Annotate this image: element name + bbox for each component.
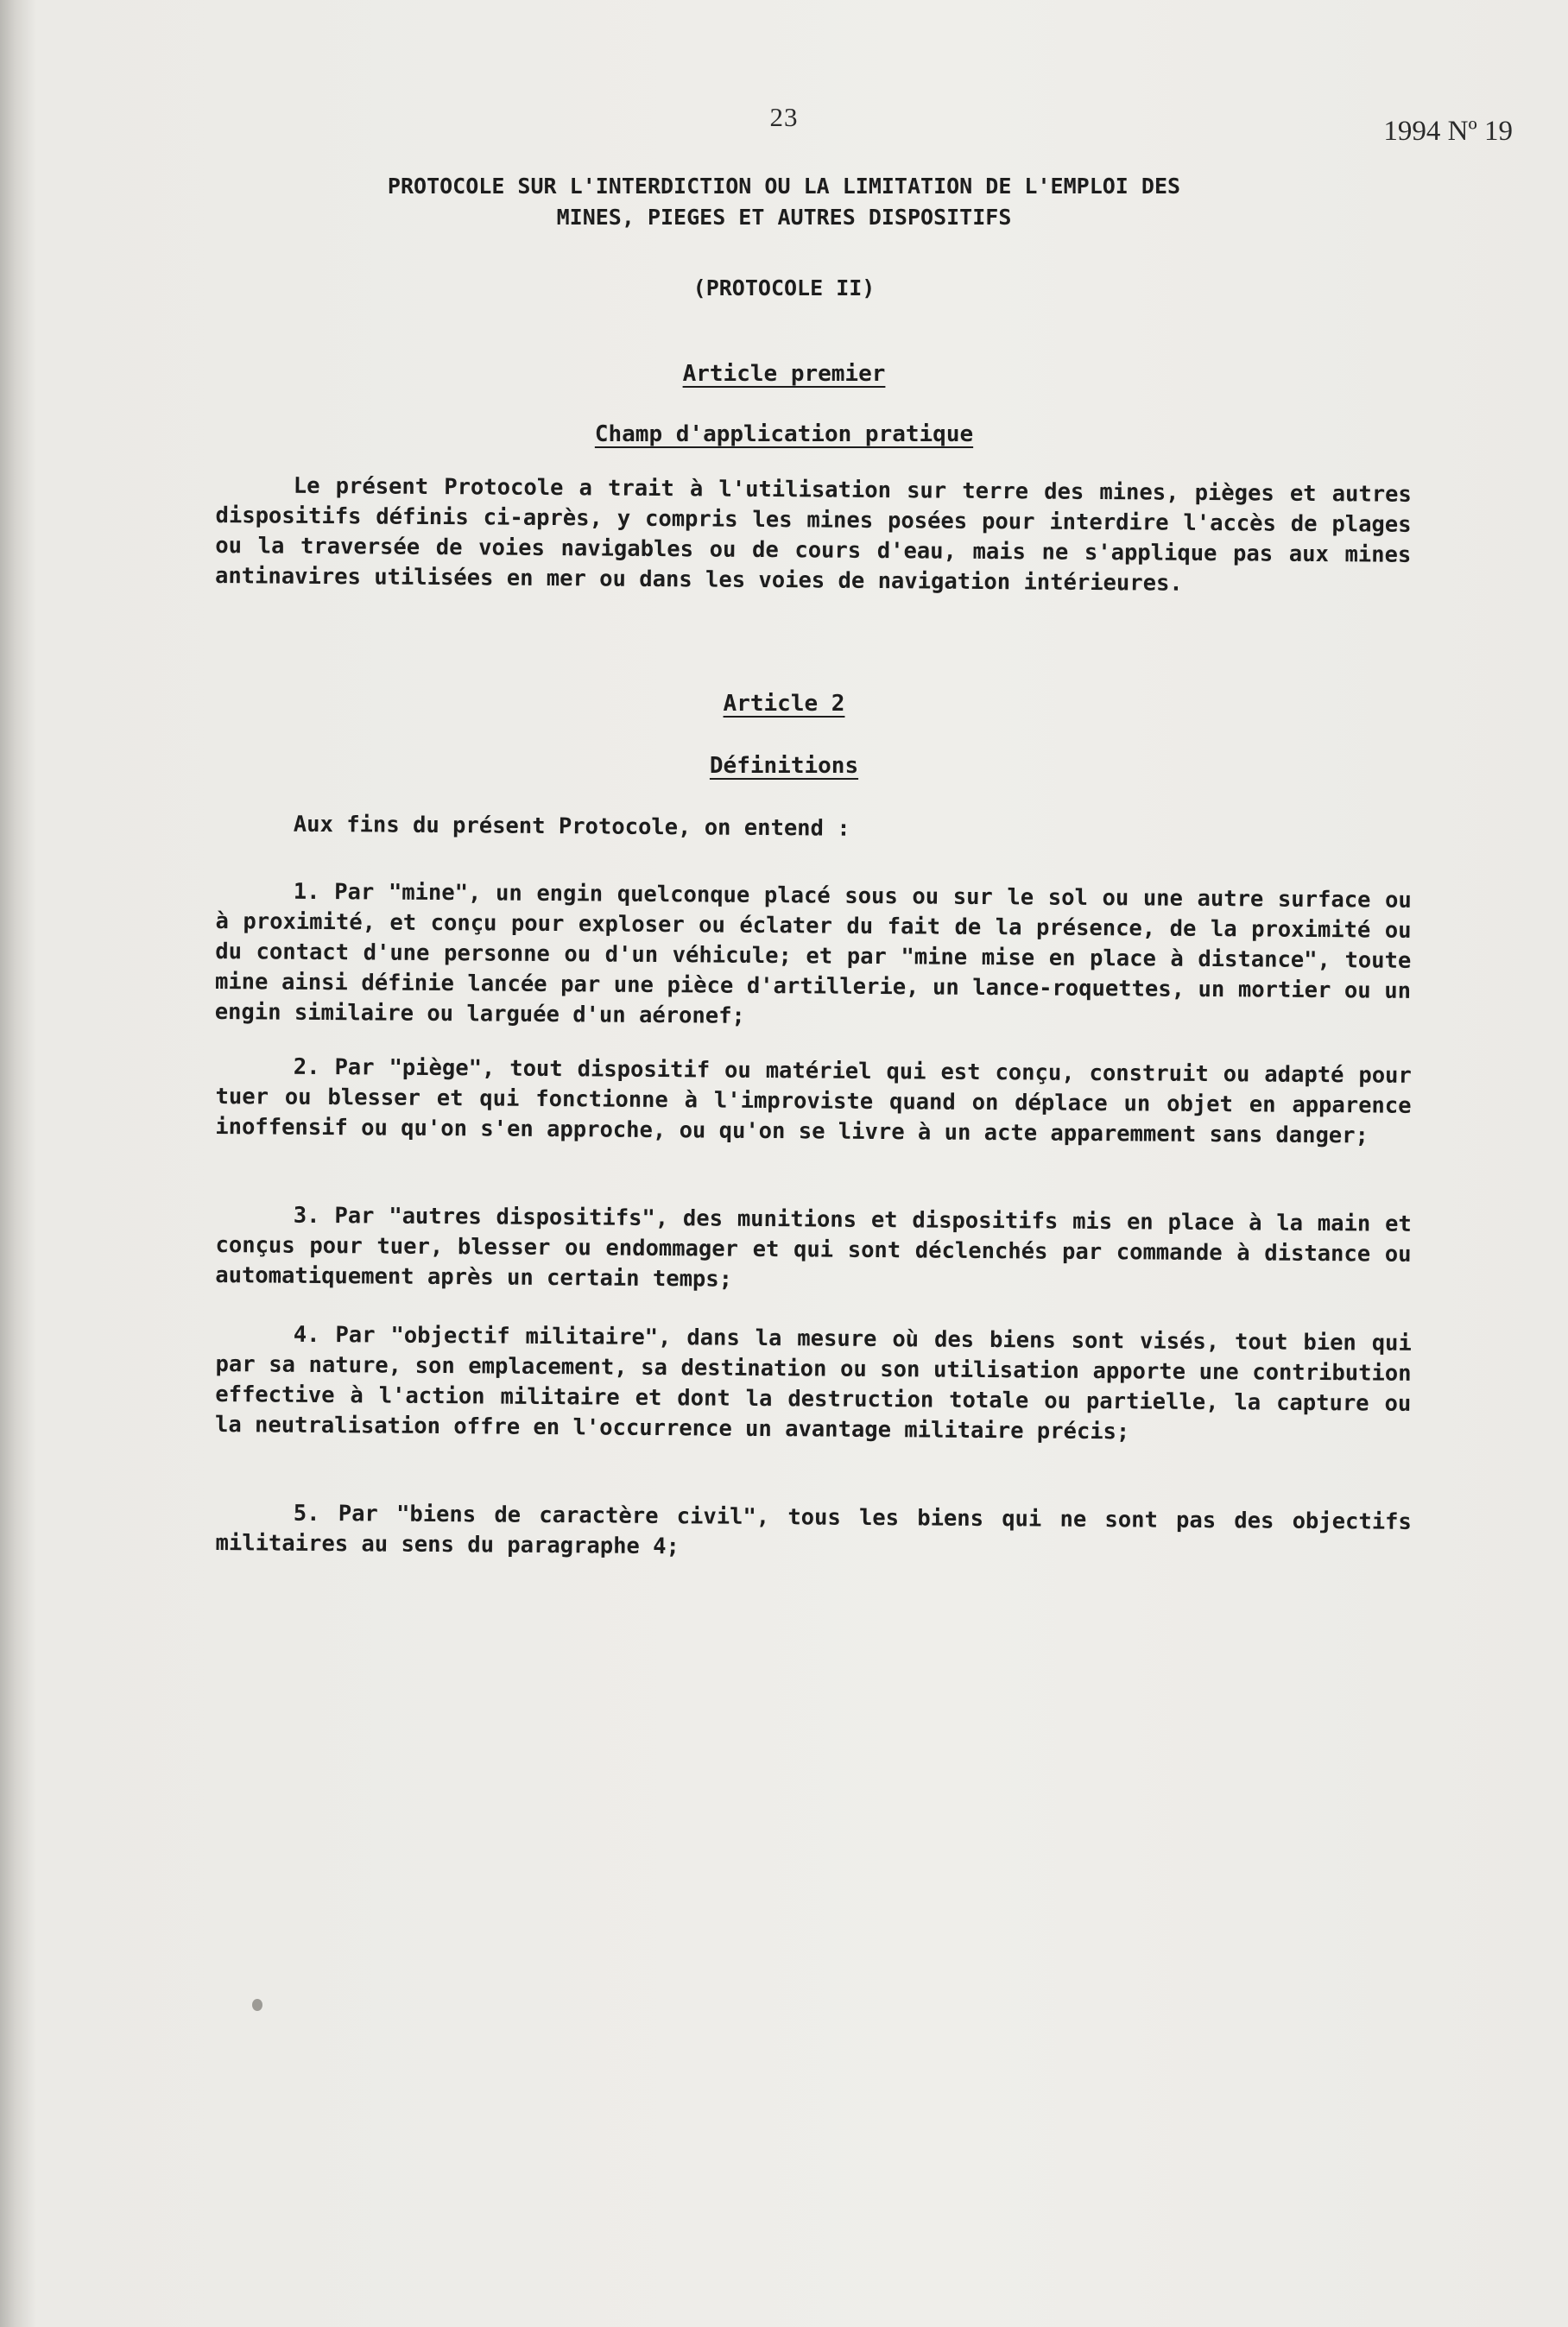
article-1-subheading-text: Champ d'application pratique <box>594 421 974 447</box>
paper-speck <box>252 1999 262 2011</box>
article-1-subheading <box>0 421 1568 447</box>
protocol-subtitle <box>0 273 1568 304</box>
article-2-intro <box>216 809 1412 849</box>
article-1-heading <box>0 361 1568 387</box>
article-2-intro-text: Aux fins du présent Protocole, on entend : <box>293 811 850 842</box>
title-line-3: (PROTOCOLE II) <box>692 275 876 300</box>
definition-4-text: 4. Par "objectif militaire", dans la mesure où des biens sont visés, tout bien qui par sa nature, son emplacement, sa destination ou son utilisation apporte une contribution effective à l'action militaire et dont la destruction totale ou partielle, la capture ou la neutralisation offre en l'occurrence un avantage militaire précis; <box>214 1321 1412 1445</box>
paragraph-indent <box>216 831 294 832</box>
paragraph-indent <box>216 1073 294 1074</box>
page-number: 23 <box>769 102 799 132</box>
definition-paragraph-1 <box>215 876 1412 1037</box>
title-line-1: PROTOCOLE SUR L'INTERDICTION OU LA LIMITATION DE L'EMPLOI DES <box>387 174 1181 199</box>
article-2-subheading <box>0 753 1568 779</box>
definition-paragraph-3 <box>215 1200 1412 1300</box>
definition-2-text: 2. Par "piège", tout dispositif ou matériel qui est conçu, construit ou adapté pour tuer ou blesser et qui fonctionne à l'improviste quand on déplace un objet en apparence inoffensif ou qu'on s'en approche, ou qu'on se livre à un acte apparemment sans danger; <box>215 1053 1412 1149</box>
paragraph-indent <box>216 1222 294 1223</box>
article-1-paragraph <box>215 471 1412 601</box>
article-1-text: Le présent Protocole a trait à l'utilisation sur terre des mines, pièges et autres dispositifs définis ci-après, y compris les mines posées pour interdire l'accès de plages ou la traversée de voies navigables ou de cours d'eau, mais ne s'applique pas aux mines antinavires utilisées en mer ou dans les voies de navigation intérieures. <box>214 472 1412 597</box>
article-2-subheading-text: Définitions <box>709 753 859 779</box>
definition-1-text: 1. Par "mine", un engin quelconque placé sous ou sur le sol ou une autre surface ou à proximité, et conçu pour exploser ou éclater du fait de la présence, de la proximité ou du contact d'une personne ou d'un véhicule; et par "mine mise en place à distance", toute mine ainsi définie lancée par une pièce d'artillerie, un lance-roquettes, un mortier ou un engin similaire ou larguée d'un aéronef; <box>214 878 1412 1029</box>
definition-paragraph-4 <box>215 1319 1412 1450</box>
definition-paragraph-2 <box>215 1052 1412 1152</box>
article-2-heading <box>0 691 1568 717</box>
definition-3-text: 3. Par "autres dispositifs", des munitions et dispositifs mis en place à la main et conçus pour tuer, blesser ou endommager et qui sont déclenchés par commande à distance ou automatiquement après un certain temps; <box>215 1202 1412 1293</box>
paragraph-indent <box>216 1341 294 1342</box>
document-reference: 1994 Nº 19 <box>1383 116 1513 147</box>
protocol-title <box>0 171 1568 233</box>
paragraph-indent <box>216 1520 294 1521</box>
paragraph-indent <box>216 492 294 493</box>
article-1-heading-text: Article premier <box>682 361 886 387</box>
paragraph-indent <box>216 898 294 899</box>
definition-5-text: 5. Par "biens de caractère civil", tous les biens qui ne sont pas des objectifs militaires au sens du paragraphe 4; <box>215 1500 1412 1560</box>
title-line-2: MINES, PIEGES ET AUTRES DISPOSITIFS <box>556 205 1012 230</box>
article-2-heading-text: Article 2 <box>723 691 845 717</box>
definition-paragraph-5 <box>215 1498 1412 1568</box>
